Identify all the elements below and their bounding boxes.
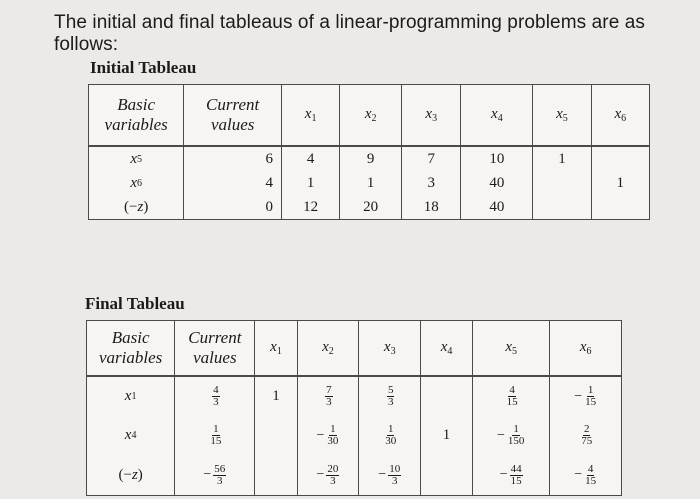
fraction-value: [203, 460, 226, 490]
fraction-numerator: 20: [327, 462, 339, 475]
basic-var-x1: x 1: [124, 388, 137, 405]
fraction-numerator: 56: [214, 462, 226, 475]
col-x5: $x_5$: [472, 321, 550, 377]
value: 1: [442, 427, 451, 444]
fraction-numerator: 4: [213, 384, 219, 397]
fraction-numerator: 7: [326, 384, 332, 397]
fraction: [326, 424, 339, 447]
fraction-numerator: 1: [330, 423, 336, 436]
fraction-denominator: 30: [385, 435, 397, 448]
fraction-denominator: 3: [387, 396, 394, 409]
basic-var-x6: x 6: [130, 174, 143, 191]
fraction: [325, 385, 333, 408]
fraction-value: [323, 382, 333, 412]
fraction-denominator: 30: [327, 435, 339, 448]
final-x2-cell: [297, 376, 359, 496]
fraction-numerator: 10: [389, 462, 401, 475]
col-current-values: Current values: [175, 321, 255, 377]
final-tableau-caption: Final Tableau: [85, 294, 185, 313]
fraction-numerator: 44: [510, 462, 522, 475]
value: 20: [363, 198, 379, 215]
final-x6-cell: [550, 376, 622, 496]
fraction-value: [316, 460, 339, 490]
col-x4: $x_4$: [461, 85, 533, 147]
fraction-denominator: 3: [326, 396, 332, 409]
value: 1: [306, 174, 315, 191]
fraction-sign: −: [203, 467, 212, 483]
fraction-numerator: 4: [509, 384, 515, 397]
fraction-numerator: 4: [587, 462, 594, 475]
value: 1: [616, 174, 625, 191]
initial-basic-vars-cell: [89, 146, 184, 220]
fraction: [326, 464, 339, 487]
value: 10: [489, 150, 505, 167]
col-x2: $x_2$: [297, 321, 359, 377]
fraction-sign: −: [316, 467, 325, 483]
col-x2: $x_2$: [340, 85, 402, 147]
fraction-denominator: 75: [581, 435, 593, 448]
value: 1: [558, 150, 566, 167]
value: 6: [265, 150, 273, 167]
final-x5-cell: [472, 376, 550, 496]
value: 18: [423, 198, 439, 215]
fraction-numerator: 1: [513, 423, 519, 436]
col-basic-variables: Basic variables: [89, 85, 184, 147]
fraction-value: [578, 421, 593, 451]
final-x1-cell: [255, 376, 297, 496]
col-x1: $x_1$: [281, 85, 339, 147]
final-tableau: [86, 320, 622, 496]
initial-x4-cell: [461, 146, 533, 220]
basic-var-neg-z: (− z ): [124, 198, 149, 215]
fraction-denominator: 15: [510, 474, 522, 487]
value: 0: [265, 198, 273, 215]
fraction: [584, 385, 597, 408]
final-x4-cell: [421, 376, 473, 496]
value: 1: [272, 388, 280, 405]
initial-x5-cell: [533, 146, 591, 220]
fraction-sign: −: [574, 467, 583, 483]
col-current-values: Current values: [184, 85, 282, 147]
value: 9: [366, 150, 375, 167]
fraction-sign: −: [496, 427, 505, 443]
fraction-denominator: 15: [585, 396, 597, 409]
fraction-value: [385, 382, 395, 412]
fraction-denominator: 150: [507, 435, 525, 448]
initial-x1-cell: [281, 146, 339, 220]
col-x6: $x_6$: [550, 321, 622, 377]
basic-var-neg-z: (− z ): [118, 466, 143, 483]
fraction: [387, 385, 395, 408]
fraction-denominator: 3: [330, 474, 336, 487]
fraction-value: [207, 421, 222, 451]
fraction-value: [504, 382, 519, 412]
initial-tableau-caption: Initial Tableau: [90, 58, 197, 77]
fraction-denominator: 3: [213, 396, 219, 409]
value: 1: [366, 174, 375, 191]
fraction-sign: −: [316, 427, 325, 443]
fraction-denominator: 15: [506, 396, 518, 409]
fraction-numerator: 5: [387, 384, 394, 397]
final-current-values-cell: [175, 376, 255, 496]
fraction-value: [382, 421, 397, 451]
fraction-value: [497, 421, 525, 451]
value: 3: [427, 174, 435, 191]
value: 7: [427, 150, 435, 167]
fraction-denominator: 15: [585, 474, 597, 487]
fraction: [506, 385, 519, 408]
value: 12: [303, 198, 319, 215]
fraction: [388, 464, 401, 487]
value: 40: [489, 198, 505, 215]
basic-var-x5: x 5: [130, 150, 143, 167]
fraction-value: [316, 421, 339, 451]
fraction-value: [378, 460, 401, 490]
initial-x6-cell: [591, 146, 649, 220]
fraction: [507, 424, 526, 447]
fraction: [209, 424, 222, 447]
fraction: [584, 464, 597, 487]
value: 4: [265, 174, 273, 191]
basic-var-x4: x 4: [124, 427, 137, 444]
initial-x2-cell: [340, 146, 402, 220]
value: 4: [306, 150, 315, 167]
initial-x3-cell: [402, 146, 461, 220]
fraction-sign: −: [378, 467, 387, 483]
initial-tableau: [88, 84, 650, 220]
fraction-denominator: 15: [210, 435, 222, 448]
col-x6: $x_6$: [591, 85, 649, 147]
col-x3: $x_3$: [359, 321, 421, 377]
final-basic-vars-cell: [87, 376, 175, 496]
fraction-value: [210, 382, 220, 412]
fraction-value: [574, 382, 597, 412]
fraction-numerator: 1: [587, 384, 594, 397]
fraction-denominator: 3: [217, 474, 223, 487]
col-basic-variables: Basic variables: [87, 321, 175, 377]
col-x1: $x_1$: [255, 321, 297, 377]
col-x3: $x_3$: [402, 85, 461, 147]
problem-heading: The initial and final tableaus of a linear-programming problems are as follows:: [54, 12, 646, 55]
fraction: [384, 424, 397, 447]
fraction: [212, 385, 220, 408]
final-x3-cell: [359, 376, 421, 496]
fraction-sign: −: [574, 388, 583, 404]
fraction-value: [500, 460, 523, 490]
fraction: [580, 424, 593, 447]
col-x4: $x_4$: [421, 321, 473, 377]
fraction: [510, 464, 523, 487]
value: 40: [489, 174, 505, 191]
fraction-numerator: 1: [213, 423, 219, 436]
col-x5: $x_5$: [533, 85, 591, 147]
fraction-numerator: 1: [387, 423, 394, 436]
fraction-denominator: 3: [391, 474, 398, 487]
fraction-numerator: 2: [583, 423, 590, 436]
initial-current-values-cell: [184, 146, 282, 220]
fraction-value: [574, 460, 597, 490]
fraction: [213, 464, 226, 487]
fraction-sign: −: [499, 467, 508, 483]
